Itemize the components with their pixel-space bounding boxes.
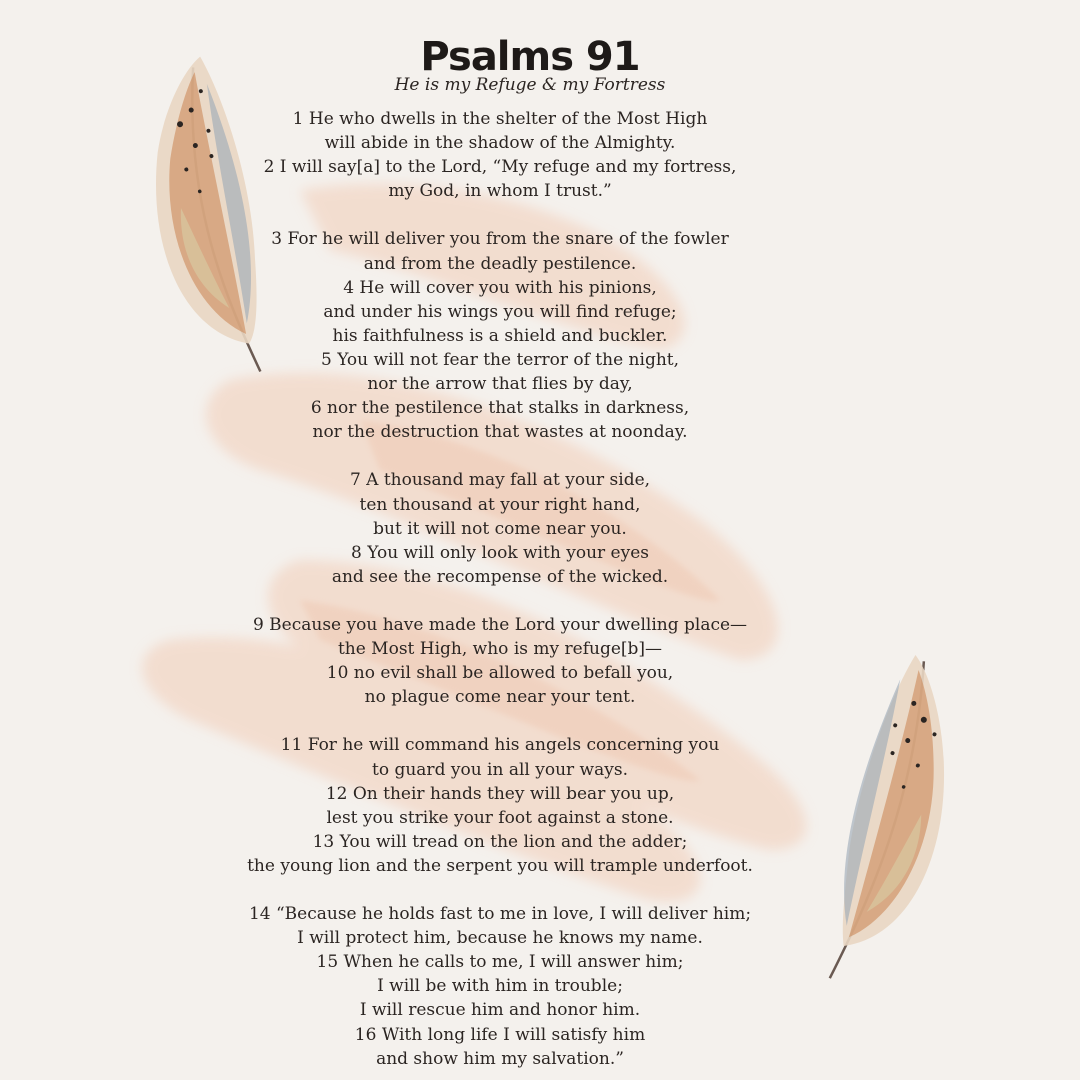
verse-line: I will protect him, because he knows my name. xyxy=(297,928,703,949)
verse-line: 9 Because you have made the Lord your dwelling place— xyxy=(252,614,748,635)
stanza-break xyxy=(0,709,1080,733)
verse-line: to guard you in all your ways. xyxy=(372,759,628,780)
verse-line: the young lion and the serpent you will trample underfoot. xyxy=(247,855,753,876)
verse-line: no plague come near your tent. xyxy=(364,687,636,708)
stanza-break xyxy=(0,878,1080,902)
verse-line: lest you strike your foot against a stone. xyxy=(326,807,674,828)
verse-line: 13 You will tread on the lion and the adder; xyxy=(312,831,688,852)
verse-line: will abide in the shadow of the Almighty. xyxy=(324,133,676,154)
verse-line: nor the destruction that wastes at noonday. xyxy=(312,422,688,443)
verse-line: and under his wings you will find refuge; xyxy=(323,301,677,322)
verse-line: 1 He who dwells in the shelter of the Most High xyxy=(292,109,708,129)
verse-line: 4 He will cover you with his pinions, xyxy=(343,277,657,298)
verse-line: 8 You will only look with your eyes xyxy=(351,542,649,563)
verse-line: and from the deadly pestilence. xyxy=(363,253,637,274)
verse-line: 16 With long life I will satisfy him xyxy=(354,1024,646,1045)
verse-line: 14 “Because he holds fast to me in love, I will deliver him; xyxy=(248,904,752,925)
verse-line: 12 On their hands they will bear you up, xyxy=(325,783,675,804)
stanza-break xyxy=(0,203,1080,227)
stanza-break xyxy=(0,444,1080,468)
verse-line: 5 You will not fear the terror of the night, xyxy=(320,349,680,370)
verse-line: 11 For he will command his angels concerning you xyxy=(280,735,720,756)
psalm-text xyxy=(0,107,1080,1071)
verse-line: but it will not come near you. xyxy=(373,518,627,539)
page-title: Psalms 91 xyxy=(420,34,640,80)
verse-line: 7 A thousand may fall at your side, xyxy=(349,470,651,491)
page-subtitle: He is my Refuge & my Fortress xyxy=(394,75,666,95)
verse-line: 3 For he will deliver you from the snare of the fowler xyxy=(271,229,729,250)
verse-line: 2 I will say[a] to the Lord, “My refuge and my fortress, xyxy=(263,157,737,178)
verse-line: 10 no evil shall be allowed to befall you, xyxy=(326,663,674,684)
verse-line: ten thousand at your right hand, xyxy=(359,494,641,515)
verse-line: I will be with him in trouble; xyxy=(377,976,623,997)
verse-line: his faithfulness is a shield and buckler. xyxy=(332,325,668,346)
verse-line: 15 When he calls to me, I will answer him; xyxy=(316,952,684,973)
verse-line: nor the arrow that flies by day, xyxy=(367,374,633,395)
verse-line: and see the recompense of the wicked. xyxy=(331,566,669,587)
verse-line: and show him my salvation.” xyxy=(376,1048,624,1069)
verse-line: the Most High, who is my refuge[b]— xyxy=(337,639,663,660)
stanza-break xyxy=(0,589,1080,613)
verse-line: I will rescue him and honor him. xyxy=(359,1000,641,1021)
verse-line: my God, in whom I trust.” xyxy=(388,181,612,202)
verse-line: 6 nor the pestilence that stalks in darkness, xyxy=(310,398,690,419)
